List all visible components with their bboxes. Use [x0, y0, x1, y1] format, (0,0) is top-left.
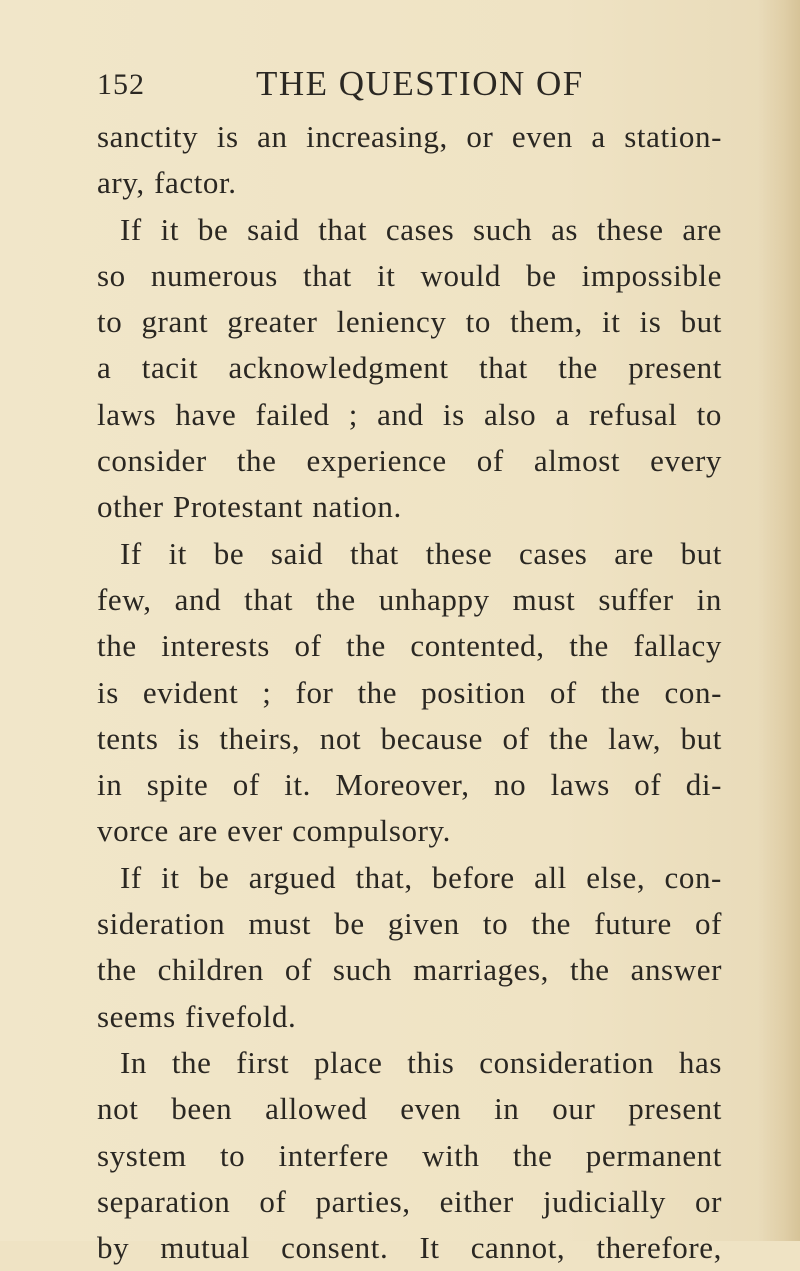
- text-line: the children of such marriages, the answer: [97, 952, 722, 988]
- text-line: seems fivefold.: [97, 998, 297, 1034]
- running-head-title: THE QUESTION OF: [256, 64, 584, 103]
- text-line: ary, factor.: [97, 165, 237, 201]
- text-line: is evident ; for the position of the con-: [97, 674, 722, 710]
- text-line: If it be said that these cases are but: [120, 535, 722, 571]
- text-line: If it be said that cases such as these are: [120, 211, 722, 247]
- running-head: [0, 62, 800, 112]
- page-edge-shadow: [758, 0, 800, 1241]
- body-text: [97, 114, 722, 1271]
- text-line: system to interfere with the permanent: [97, 1137, 722, 1173]
- text-line: few, and that the unhappy must suffer in: [97, 581, 722, 617]
- text-line: sideration must be given to the future of: [97, 906, 722, 942]
- text-line: laws have failed ; and is also a refusal to: [97, 396, 722, 432]
- text-line: other Protestant nation.: [97, 489, 402, 525]
- text-line: the interests of the contented, the fallacy: [97, 628, 722, 664]
- text-line: to grant greater leniency to them, it is but: [97, 304, 722, 340]
- text-line: If it be argued that, before all else, con-: [120, 859, 722, 895]
- text-line: a tacit acknowledgment that the present: [97, 350, 722, 386]
- text-line: separation of parties, either judicially or: [97, 1183, 722, 1219]
- text-line: not been allowed even in our present: [97, 1091, 722, 1127]
- page-number: 152: [97, 68, 145, 101]
- text-line: so numerous that it would be impossible: [97, 257, 722, 293]
- text-line: tents is theirs, not because of the law, but: [97, 720, 722, 756]
- text-line: In the first place this consideration has: [120, 1044, 722, 1080]
- text-line: by mutual consent. It cannot, therefore,: [97, 1230, 722, 1266]
- text-line: vorce are ever compulsory.: [97, 813, 451, 849]
- text-line: in spite of it. Moreover, no laws of di-: [97, 767, 722, 803]
- text-line: sanctity is an increasing, or even a station-: [97, 119, 722, 154]
- text-line: consider the experience of almost every: [97, 443, 722, 479]
